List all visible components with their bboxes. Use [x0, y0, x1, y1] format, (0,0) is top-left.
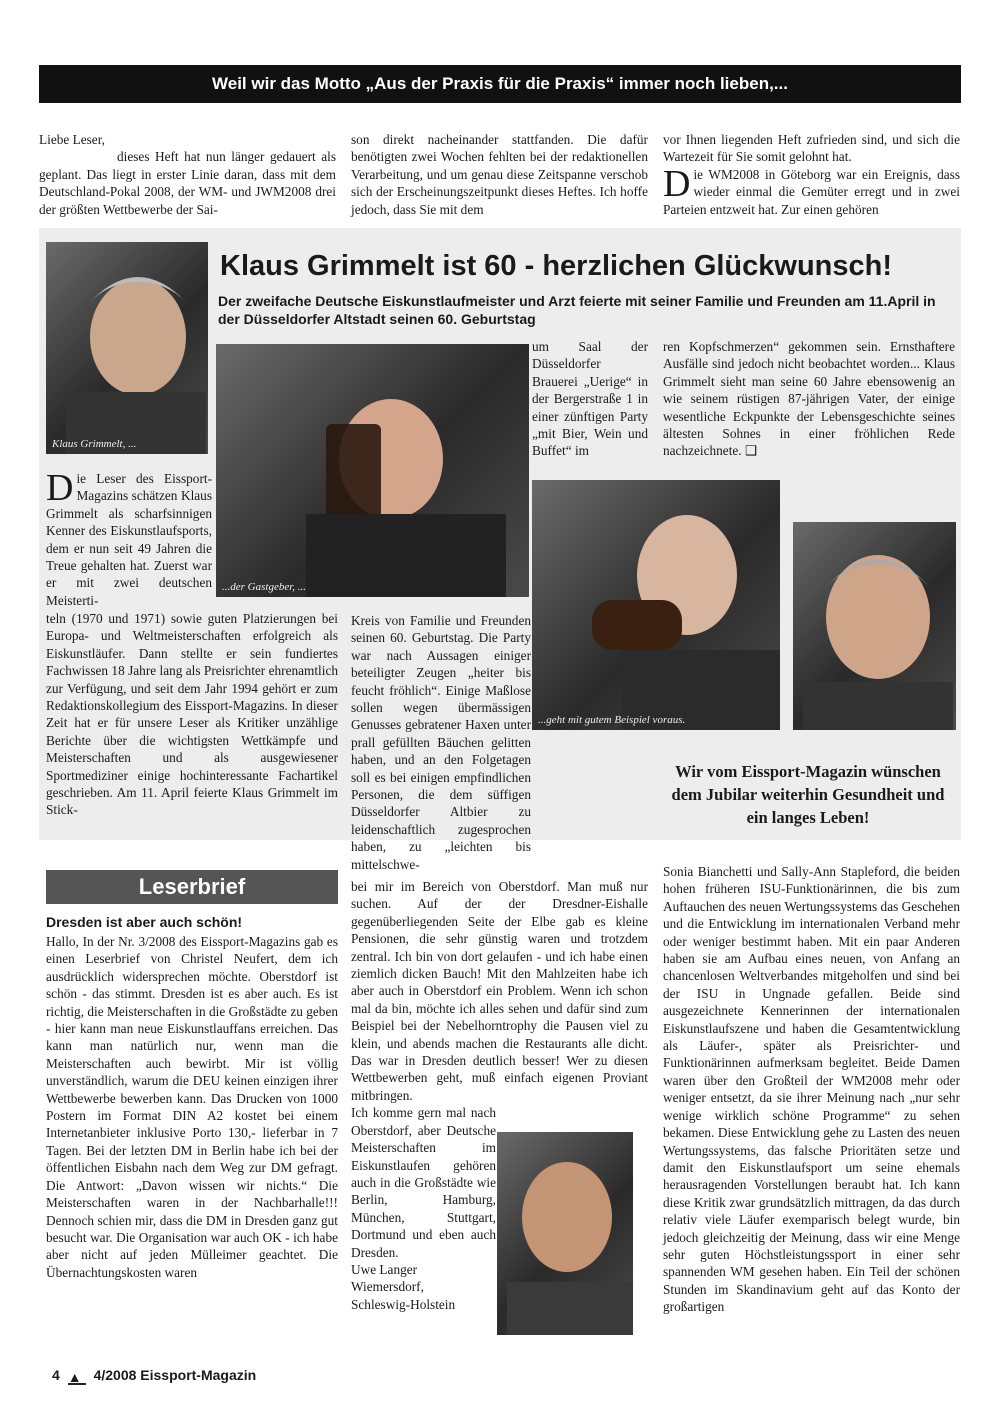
dropcap: D [663, 162, 691, 205]
salutation: Liebe Leser, [39, 132, 105, 147]
feature-headline: Klaus Grimmelt ist 60 - herzlichen Glückwunsch! [220, 250, 893, 282]
letter-text-2a: bei mir im Bereich von Oberstdorf. Man muß nur suchen. Auf der der Dresdner-Eishalle gegenüberliegenden Seite der Elbe gab es kleine Pensionen, die sehr günstig waren und trotzdem zentral. Ich bin von dort gelaufen - und ich habe einen ziemlich dicken Bauch! Mit den Mahlzeiten habe ich aber auch in Oberstdorf ein Problem. Wenn ich schon mal da bin, möchte ich alles sehen und dafür sind zum Beispiel bei der Nebelhorntrophy die Pausen viel zu klein, und abends machen die Restaurants alle dicht. Das war in Dresden deutlich besser! Wer zu diesen Wettbewerben geht, muß einfach eigenen Proviant mitbringen. [351, 879, 648, 1103]
signature-region: Schleswig-Holstein [351, 1296, 456, 1312]
letter-text-3: Sonia Bianchetti und Sally-Ann Stapleford, die beiden hohen früheren ISU-Funktionärinnen, die bis zum Auftauchen des neuen Wertungssystems das Geschehen und die Entwicklung im internationalen Verband mehr oder weniger bestimmt haben. Mit ein paar Anderen haben sie am Aufbau eines neuen, von Anfang an chancenlosen Weltverbandes mitgeholfen und sind bei der ISU in Ungnade gefallen. Beide sind ausgezeichnete Kennerinnen der internationalen Eiskunstlaufszene und haben die Gesamtentwicklung als Läufer-, später als Preisrichter- und Funktionärinnen aufmerksam begleitet. Beide Damen waren über den Großteil der WM2008 mehr oder weniger entsetzt, da sie ihrer Meinung nach „nur sehr wenige wirklich schöne Programme“ zu sehen bekamen. Diese Entwicklung gehe zu Lasten des neuen Wertungssystems, das falsche Prioritäten setze und damit den Eiskunstlaufsport um seine ehemals herausragenden Vorstellungen beraubt hat. Ich kann diese Kritik zwar grundsätzlich mittragen, da das durch relativ viele Läufer exemparisch belegt wurde, bin jedoch gleichzeitig der Meinung, dass wir eine Menge sehr guten Höchstleistungssport in einer sehr spannenden WM gesehen haben. Ein Teil der schönen Stunden im Skandinavium geht auf das Konto der großartigen [663, 864, 960, 1315]
laughing-illustration [793, 522, 956, 730]
feature-column-3 [663, 338, 955, 460]
portrait-photo [46, 242, 208, 454]
feature-text-intro: ie Leser des Eissport-Magazins schätzen Klaus Grimmelt als scharfsinnigen Kenner des Eiskunstlaufsports, dem er nun seit 49 Jahren die Treue gehalten hat. Zuerst war er mit zwei deutschen Meisterti- [46, 471, 212, 608]
page-footer [52, 1367, 256, 1385]
feature-column-1-intro [46, 467, 212, 609]
feature-text-2b: Kreis von Familie und Freunden seinen 60. Geburtstag. Die Party war nach Aussagen einiger beteiligter Zeugen „heiter bis feucht fröhlich“. Einige Maßlose sollen wegen übermässigen Genusses gebratener Haxen unter prall gefüllten Bäuchen gelitten haben, und an den Folgetagen soll es bei einigen empfindlichen Personen, die dem süffigen Düsseldorfer Altbier zu leidenschaftlich zugesprochen haben, zu „leichten bis mittelschwe- [351, 613, 531, 872]
letter-title: Dresden ist aber auch schön! [46, 914, 243, 930]
editorial-text-3b: ie WM2008 in Göteborg war ein Ereignis, dass wieder einmal die Gemüter erregt und in zwei Parteien entzweit hat. Zur einen gehören [663, 166, 960, 217]
editorial-column-1 [39, 131, 336, 218]
photo-caption: ...der Gastgeber, ... [222, 581, 307, 593]
letter-text-1: Hallo, In der Nr. 3/2008 des Eissport-Magazins gab es einen Leserbrief von Christel Neufert, dem ich ausdrücklich widersprechen möchte. Oberstdorf ist schön - das stimmt. Dresden ist es aber auch. Es ist richtig, die Meisterschaften in die Großstädte zu geben - hier kann man neue Eiskunstlauffans erreichen. Das kann man natürlich nur, wenn man die Meisterschaften auch bewirbt. Mir ist völlig unverständlich, warum die DEU keinen einzigen ihrer Wettbewerbe bewerben kann. Das Drucken von 1000 Postern im Format DIN A2 kostet bei einem Internetanbieter inklusive Porto 130,- lieferbar in 7 Tagen. Bei der letzten DM in Berlin habe ich bei der öffentlichen Eisbahn nach dem Weg zur DM gefragt. Die Antwort: „Davon wissen wir nichts.“ Die Meisterschaften waren in der Nachbarhalle!!! Dennoch schien mir, dass die DM in Dresden ganz gut besucht war. Die Organisation war auch OK - ich habe aber nicht auf jeden Mülleimer geachtet. Die Übernachtungskosten waren [46, 934, 338, 1280]
section-banner: Weil wir das Motto „Aus der Praxis für die Praxis“ immer noch lieben,... [39, 65, 961, 103]
magazine-logo-icon: ▲ [68, 1369, 86, 1385]
section-label: Leserbrief [46, 870, 338, 904]
feature-text-1: teln (1970 und 1971) sowie guten Platzierungen bei Europa- und Weltmeisterschaften erfolgreich als Eiskunstläufer. Dann stellte er sein fundiertes Fachwissen 18 Jahre lang als Preisrichter ehrenamtlich zur Verfügung, und seit dem Jahr 1994 gehört er zum Redaktionskollegium des Eissport-Magazins. In dieser Zeit hat er für unsere Leser als Kritiker unzählige Berichte über die wichtigsten Wettkämpfe und Meisterschaften und als ausgewiesener Sportmediziner einige hochinteressante Fachartikel geschrieben. Am 11. April feierte Klaus Grimmelt im Stick- [46, 611, 338, 818]
author-illustration [497, 1132, 633, 1335]
toast-illustration [216, 344, 529, 597]
feature-column-2-top [532, 338, 648, 460]
editorial-text-3a: vor Ihnen liegenden Heft zufrieden sind, und sich die Wartezeit für Sie somit gelohnt hat. [663, 132, 960, 165]
signature-town: Wiemersdorf, [351, 1279, 424, 1295]
feature-column-1 [46, 610, 338, 819]
dropcap: D [46, 467, 74, 509]
feature-text-3: ren Kopfschmerzen“ gekommen sein. Ernsthaftere Ausfälle sind jedoch nicht beobachtet worden... Klaus Grimmelt sieht man seine 60 Jahre ebensowenig an wie seinem rüstigen 87-jährigen Vater, der einige wesentliche Eckpunkte der Lebensgeschichte seines ältesten Sohnes in einer fröhlichen Rede nachzeichnete. ❑ [663, 339, 955, 459]
portrait-illustration [46, 242, 208, 454]
editorial-text-2: son direkt nacheinander stattfanden. Die dafür benötigten zwei Wochen fehlten bei der redaktionellen Verarbeitung, und um genau diese Zeitspanne verschob sich der Erscheinungszeitpunkt dieses Heftes. Ich hoffe jedoch, dass Sie mit dem [351, 132, 648, 217]
feature-subhead: Der zweifache Deutsche Eiskunstlaufmeister und Arzt feierte mit seiner Familie und Freunden am 11.April in der Düsseldorfer Altstadt seinen 60. Geburtstag [218, 293, 936, 327]
feature-text-2a: um Saal der Düsseldorfer Brauerei „Uerige“ in der Bergerstraße 1 in einer zünftigen Party „mit Bier, Wein und Buffet“ im [532, 339, 648, 459]
signature-name: Uwe Langer [351, 1261, 418, 1277]
drinking-photo [532, 480, 780, 730]
letter-column-3 [663, 863, 960, 1316]
page-number: 4 [52, 1367, 60, 1383]
editorial-text-1: dieses Heft hat nun länger gedauert als geplant. Das liegt in erster Linie daran, dass mit dem Deutschland-Pokal 2008, der WM- und JWM2008 drei der größten Wettbewerbe der Sai- [39, 149, 336, 217]
author-photo [497, 1132, 633, 1335]
photo-caption: ...geht mit gutem Beispiel voraus. [538, 714, 686, 726]
photo-caption: Klaus Grimmelt, ... [52, 438, 137, 450]
letter-text-2b: Ich komme gern mal nach Oberstdorf, aber Deutsche Meisterschaften im Eiskunstlaufen gehören auch in die Großstädte wie Berlin, Hamburg, München, Stuttgart, Dortmund und eben auch Dresden. [351, 1105, 496, 1260]
issue-label: 4/2008 Eissport-Magazin [93, 1367, 257, 1383]
editorial-column-3 [663, 131, 960, 218]
drinking-illustration [532, 480, 780, 730]
editorial-column-2 [351, 131, 648, 218]
letter-column-1 [46, 933, 338, 1281]
laughing-photo [793, 522, 956, 730]
birthday-wish: Wir vom Eissport-Magazin wünschen dem Jubilar weiterhin Gesundheit und ein langes Leben! [671, 762, 945, 827]
toast-photo [216, 344, 529, 597]
